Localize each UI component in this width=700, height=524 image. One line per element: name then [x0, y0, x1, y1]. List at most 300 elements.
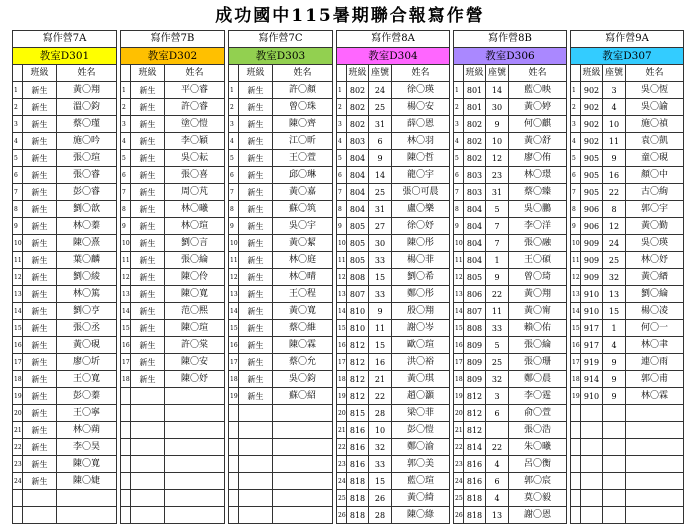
student-name: 蔡〇允 — [273, 354, 333, 371]
student-name: 劉〇歆 — [57, 201, 117, 218]
student-name: 吳〇鈞 — [273, 371, 333, 388]
student-name: 王〇寬 — [57, 371, 117, 388]
row-number: 15 — [229, 320, 239, 337]
seat-number: 4 — [486, 490, 509, 507]
student-class: 818 — [347, 473, 369, 490]
student-class: 917 — [581, 320, 603, 337]
student-name: 林〇璟 — [509, 167, 567, 184]
student-class: 801 — [464, 82, 486, 99]
student-name: 許〇睿 — [165, 99, 225, 116]
seat-number: 9 — [603, 150, 626, 167]
row-number: 3 — [121, 116, 131, 133]
student-name: 童〇硯 — [626, 150, 684, 167]
row-number: 1 — [13, 82, 23, 99]
student-name: 朱〇曦 — [509, 439, 567, 456]
student-name: 郭〇甫 — [626, 371, 684, 388]
student-class: 新生 — [23, 371, 57, 388]
table-row — [13, 456, 684, 473]
row-number: 16 — [454, 337, 464, 354]
row-number: 13 — [229, 286, 239, 303]
seat-number: 22 — [486, 439, 509, 456]
student-class: 806 — [464, 286, 486, 303]
seat-number: 11 — [603, 133, 626, 150]
student-class: 新生 — [131, 320, 165, 337]
student-class: 816 — [347, 439, 369, 456]
row-number: 17 — [337, 354, 347, 371]
student-class: 816 — [464, 456, 486, 473]
student-class — [23, 490, 57, 507]
table-row — [13, 371, 684, 388]
seat-number: 24 — [369, 82, 392, 99]
student-class: 新生 — [131, 218, 165, 235]
row-number: 9 — [571, 218, 581, 235]
student-name: 何〇麒 — [509, 116, 567, 133]
student-name: 洪〇裕 — [392, 354, 450, 371]
student-class: 906 — [581, 201, 603, 218]
student-name: 吳〇宇 — [273, 218, 333, 235]
row-number: 3 — [337, 116, 347, 133]
table-row — [13, 269, 684, 286]
student-name: 郭〇美 — [392, 456, 450, 473]
student-class — [23, 507, 57, 524]
student-name — [626, 422, 684, 439]
student-name — [626, 507, 684, 524]
seat-number: 10 — [603, 116, 626, 133]
student-name — [273, 456, 333, 473]
row-number: 2 — [454, 99, 464, 116]
student-class: 914 — [581, 371, 603, 388]
student-class — [581, 473, 603, 490]
student-name: 楊〇安 — [392, 99, 450, 116]
student-class: 809 — [464, 371, 486, 388]
student-class — [581, 439, 603, 456]
row-number: 10 — [454, 235, 464, 252]
seat-number: 25 — [603, 252, 626, 269]
row-number: 8 — [454, 201, 464, 218]
student-class: 新生 — [239, 371, 273, 388]
student-class: 新生 — [131, 252, 165, 269]
row-number: 25 — [337, 490, 347, 507]
student-class: 910 — [581, 303, 603, 320]
student-name: 張〇綸 — [509, 337, 567, 354]
row-number: 2 — [229, 99, 239, 116]
row-number: 11 — [13, 252, 23, 269]
student-class: 902 — [581, 116, 603, 133]
row-number: 11 — [337, 252, 347, 269]
row-number — [13, 490, 23, 507]
student-class: 906 — [581, 218, 603, 235]
classroom-label: 教室D303 — [229, 48, 333, 65]
seat-number: 16 — [369, 354, 392, 371]
student-class: 816 — [347, 456, 369, 473]
column-header: 座號 — [369, 65, 392, 82]
row-number: 7 — [337, 184, 347, 201]
table-row — [13, 388, 684, 405]
row-number: 3 — [13, 116, 23, 133]
table-row — [13, 150, 684, 167]
student-class: 新生 — [239, 133, 273, 150]
student-name: 曾〇琦 — [509, 269, 567, 286]
student-class: 新生 — [23, 286, 57, 303]
row-number: 8 — [121, 201, 131, 218]
student-name: 徐〇瑛 — [392, 82, 450, 99]
student-name: 林〇聿 — [626, 337, 684, 354]
student-name: 楊〇菲 — [392, 252, 450, 269]
student-name: 藍〇映 — [509, 82, 567, 99]
row-number: 18 — [337, 371, 347, 388]
seat-number: 4 — [486, 456, 509, 473]
student-class: 新生 — [131, 286, 165, 303]
seat-number: 9 — [369, 150, 392, 167]
student-name: 施〇吟 — [57, 133, 117, 150]
column-header: 姓名 — [509, 65, 567, 82]
row-number — [121, 388, 131, 405]
row-number: 18 — [229, 371, 239, 388]
student-class: 新生 — [239, 388, 273, 405]
column-header: 座號 — [603, 65, 626, 82]
table-row — [13, 252, 684, 269]
student-class: 808 — [347, 269, 369, 286]
camp-name: 寫作營8B — [454, 31, 567, 48]
row-number: 14 — [571, 303, 581, 320]
row-number: 6 — [121, 167, 131, 184]
student-name: 張〇融 — [509, 235, 567, 252]
student-name: 莫〇毅 — [509, 490, 567, 507]
row-number: 1 — [571, 82, 581, 99]
row-number: 4 — [337, 133, 347, 150]
seat-number: 9 — [603, 388, 626, 405]
student-name: 塗〇愷 — [165, 116, 225, 133]
student-name — [165, 439, 225, 456]
student-name: 王〇碩 — [509, 252, 567, 269]
seat-number: 25 — [369, 184, 392, 201]
student-class: 新生 — [23, 201, 57, 218]
student-name: 陳〇伶 — [165, 269, 225, 286]
student-class: 905 — [581, 167, 603, 184]
row-number: 10 — [337, 235, 347, 252]
student-name — [165, 388, 225, 405]
student-class — [239, 490, 273, 507]
student-class: 新生 — [23, 354, 57, 371]
row-number: 6 — [454, 167, 464, 184]
row-number: 12 — [454, 269, 464, 286]
student-name: 張〇可晨 — [392, 184, 450, 201]
seat-number: 6 — [486, 405, 509, 422]
classroom-label: 教室D307 — [571, 48, 684, 65]
student-name — [273, 490, 333, 507]
row-number: 8 — [13, 201, 23, 218]
student-name: 廖〇侑 — [509, 150, 567, 167]
row-number: 3 — [454, 116, 464, 133]
table-row — [13, 405, 684, 422]
seat-number: 26 — [369, 490, 392, 507]
seat-number: 13 — [486, 507, 509, 524]
row-number: 3 — [571, 116, 581, 133]
row-number: 6 — [229, 167, 239, 184]
row-number: 20 — [454, 405, 464, 422]
row-number — [571, 439, 581, 456]
student-class: 新生 — [131, 133, 165, 150]
student-name: 李〇霆 — [509, 388, 567, 405]
table-row — [13, 337, 684, 354]
row-number — [571, 422, 581, 439]
table-row — [13, 354, 684, 371]
camp-name: 寫作營8A — [337, 31, 450, 48]
student-class: 812 — [347, 371, 369, 388]
student-class: 新生 — [239, 116, 273, 133]
row-number — [229, 490, 239, 507]
row-number: 2 — [571, 99, 581, 116]
row-number: 23 — [337, 456, 347, 473]
student-name: 楊〇凌 — [626, 303, 684, 320]
row-number: 15 — [13, 320, 23, 337]
student-class — [239, 456, 273, 473]
student-class — [239, 507, 273, 524]
table-row — [13, 303, 684, 320]
student-name: 連〇雨 — [626, 354, 684, 371]
row-number: 21 — [337, 422, 347, 439]
column-header — [337, 65, 347, 82]
table-row — [13, 507, 684, 524]
seat-number: 11 — [369, 320, 392, 337]
row-number: 23 — [13, 456, 23, 473]
student-class: 新生 — [131, 116, 165, 133]
student-name: 趙〇灝 — [392, 388, 450, 405]
seat-number: 4 — [603, 337, 626, 354]
student-class: 815 — [347, 405, 369, 422]
student-class: 新生 — [239, 269, 273, 286]
student-class: 804 — [347, 184, 369, 201]
table-row — [13, 99, 684, 116]
seat-number: 33 — [369, 286, 392, 303]
student-class: 804 — [347, 150, 369, 167]
student-class: 905 — [581, 184, 603, 201]
row-number: 10 — [121, 235, 131, 252]
seat-number: 33 — [369, 252, 392, 269]
table-row — [13, 235, 684, 252]
student-name: 陳〇寬 — [57, 456, 117, 473]
student-name — [626, 490, 684, 507]
row-number — [121, 507, 131, 524]
seat-number: 9 — [486, 269, 509, 286]
student-class — [581, 405, 603, 422]
student-class: 新生 — [131, 354, 165, 371]
row-number: 1 — [229, 82, 239, 99]
row-number — [121, 490, 131, 507]
student-class: 新生 — [131, 150, 165, 167]
student-name: 黃〇勤 — [626, 218, 684, 235]
row-number: 15 — [571, 320, 581, 337]
row-number: 8 — [571, 201, 581, 218]
student-name: 陳〇瑄 — [165, 320, 225, 337]
row-number: 17 — [13, 354, 23, 371]
column-header — [121, 65, 131, 82]
student-class: 新生 — [23, 167, 57, 184]
column-header: 班級 — [347, 65, 369, 82]
student-name: 平〇睿 — [165, 82, 225, 99]
student-name: 李〇穎 — [165, 133, 225, 150]
student-class — [131, 490, 165, 507]
student-class: 805 — [464, 269, 486, 286]
student-name: 陳〇妤 — [165, 371, 225, 388]
row-number: 12 — [121, 269, 131, 286]
student-class: 910 — [581, 388, 603, 405]
seat-number: 7 — [486, 235, 509, 252]
student-name: 陳〇安 — [165, 354, 225, 371]
row-number: 18 — [121, 371, 131, 388]
student-class: 新生 — [239, 286, 273, 303]
student-name: 林〇庭 — [273, 252, 333, 269]
row-number — [229, 422, 239, 439]
student-name: 蔡〇瑾 — [57, 116, 117, 133]
seat-number: 10 — [486, 133, 509, 150]
student-name: 葉〇麟 — [57, 252, 117, 269]
row-number: 13 — [337, 286, 347, 303]
seat-number: 21 — [369, 371, 392, 388]
student-name: 林〇蓁 — [57, 218, 117, 235]
student-name: 陳〇彤 — [392, 235, 450, 252]
seat-number: 32 — [369, 439, 392, 456]
row-number: 20 — [13, 405, 23, 422]
student-class: 905 — [581, 150, 603, 167]
seat-number: 32 — [603, 269, 626, 286]
student-name: 彭〇愷 — [392, 422, 450, 439]
column-header: 班級 — [239, 65, 273, 82]
student-name — [165, 490, 225, 507]
row-number: 19 — [454, 388, 464, 405]
student-name: 陳〇綠 — [392, 507, 450, 524]
row-number: 14 — [454, 303, 464, 320]
student-name: 劉〇言 — [165, 235, 225, 252]
student-name — [57, 507, 117, 524]
student-name: 陳〇哲 — [392, 150, 450, 167]
student-class: 818 — [464, 507, 486, 524]
seat-number: 8 — [603, 201, 626, 218]
row-number: 16 — [13, 337, 23, 354]
student-name: 何〇一 — [626, 320, 684, 337]
student-class: 804 — [464, 218, 486, 235]
student-class: 802 — [464, 133, 486, 150]
seat-number: 9 — [486, 116, 509, 133]
seat-number: 31 — [486, 184, 509, 201]
student-name: 黃〇翔 — [509, 286, 567, 303]
student-class: 新生 — [239, 82, 273, 99]
student-class: 804 — [464, 235, 486, 252]
student-name: 張〇睿 — [57, 167, 117, 184]
seat-number: 4 — [603, 99, 626, 116]
row-number: 7 — [571, 184, 581, 201]
student-class: 818 — [347, 490, 369, 507]
row-number: 17 — [454, 354, 464, 371]
student-name — [626, 456, 684, 473]
seat-number: 14 — [369, 167, 392, 184]
row-number: 8 — [337, 201, 347, 218]
student-name: 郭〇宇 — [626, 201, 684, 218]
row-number: 1 — [121, 82, 131, 99]
student-class: 810 — [347, 320, 369, 337]
column-header: 姓名 — [165, 65, 225, 82]
student-class: 807 — [464, 303, 486, 320]
student-name — [165, 507, 225, 524]
row-number: 9 — [337, 218, 347, 235]
student-name: 陳〇婕 — [57, 473, 117, 490]
seat-number: 15 — [369, 473, 392, 490]
student-name: 殷〇翔 — [392, 303, 450, 320]
column-header: 班級 — [23, 65, 57, 82]
seat-number: 25 — [486, 354, 509, 371]
student-class: 新生 — [239, 150, 273, 167]
student-class: 812 — [464, 388, 486, 405]
student-name: 歐〇瑄 — [392, 337, 450, 354]
table-row — [13, 201, 684, 218]
seat-number: 14 — [486, 82, 509, 99]
row-number: 17 — [121, 354, 131, 371]
row-number: 11 — [454, 252, 464, 269]
student-name: 彭〇蓁 — [57, 388, 117, 405]
row-number — [229, 405, 239, 422]
seat-number: 31 — [369, 116, 392, 133]
row-number: 19 — [571, 388, 581, 405]
student-class: 909 — [581, 235, 603, 252]
student-class: 新生 — [23, 184, 57, 201]
seat-number: 3 — [486, 388, 509, 405]
camp-name: 寫作營7B — [121, 31, 225, 48]
student-class: 902 — [581, 99, 603, 116]
row-number: 2 — [13, 99, 23, 116]
classroom-label: 教室D302 — [121, 48, 225, 65]
student-class: 新生 — [239, 218, 273, 235]
seat-number: 30 — [486, 99, 509, 116]
student-class: 新生 — [239, 201, 273, 218]
table-row — [13, 218, 684, 235]
student-class: 802 — [464, 150, 486, 167]
row-number: 5 — [571, 150, 581, 167]
student-class: 805 — [347, 218, 369, 235]
student-name: 劉〇希 — [392, 269, 450, 286]
student-class: 新生 — [23, 337, 57, 354]
row-number: 10 — [571, 235, 581, 252]
student-name — [165, 405, 225, 422]
row-number: 26 — [337, 507, 347, 524]
row-number: 13 — [13, 286, 23, 303]
student-class: 808 — [464, 320, 486, 337]
row-number — [13, 507, 23, 524]
row-number: 5 — [121, 150, 131, 167]
row-number: 19 — [13, 388, 23, 405]
student-name: 梁〇菲 — [392, 405, 450, 422]
student-name: 張〇喜 — [165, 167, 225, 184]
student-name: 黃〇縉 — [626, 269, 684, 286]
student-class: 816 — [347, 422, 369, 439]
student-name: 張〇丞 — [57, 320, 117, 337]
student-name: 張〇瑄 — [57, 150, 117, 167]
seat-number: 25 — [369, 99, 392, 116]
seat-number: 7 — [486, 218, 509, 235]
student-class: 909 — [581, 252, 603, 269]
row-number: 15 — [121, 320, 131, 337]
student-name: 徐〇妤 — [392, 218, 450, 235]
student-class: 新生 — [23, 82, 57, 99]
row-number: 6 — [13, 167, 23, 184]
student-name: 黃〇婷 — [509, 99, 567, 116]
student-name: 林〇晴 — [273, 269, 333, 286]
seat-number: 9 — [603, 354, 626, 371]
seat-number: 24 — [603, 235, 626, 252]
student-class — [239, 422, 273, 439]
student-class: 919 — [581, 354, 603, 371]
student-class: 新生 — [23, 99, 57, 116]
student-class: 804 — [347, 167, 369, 184]
